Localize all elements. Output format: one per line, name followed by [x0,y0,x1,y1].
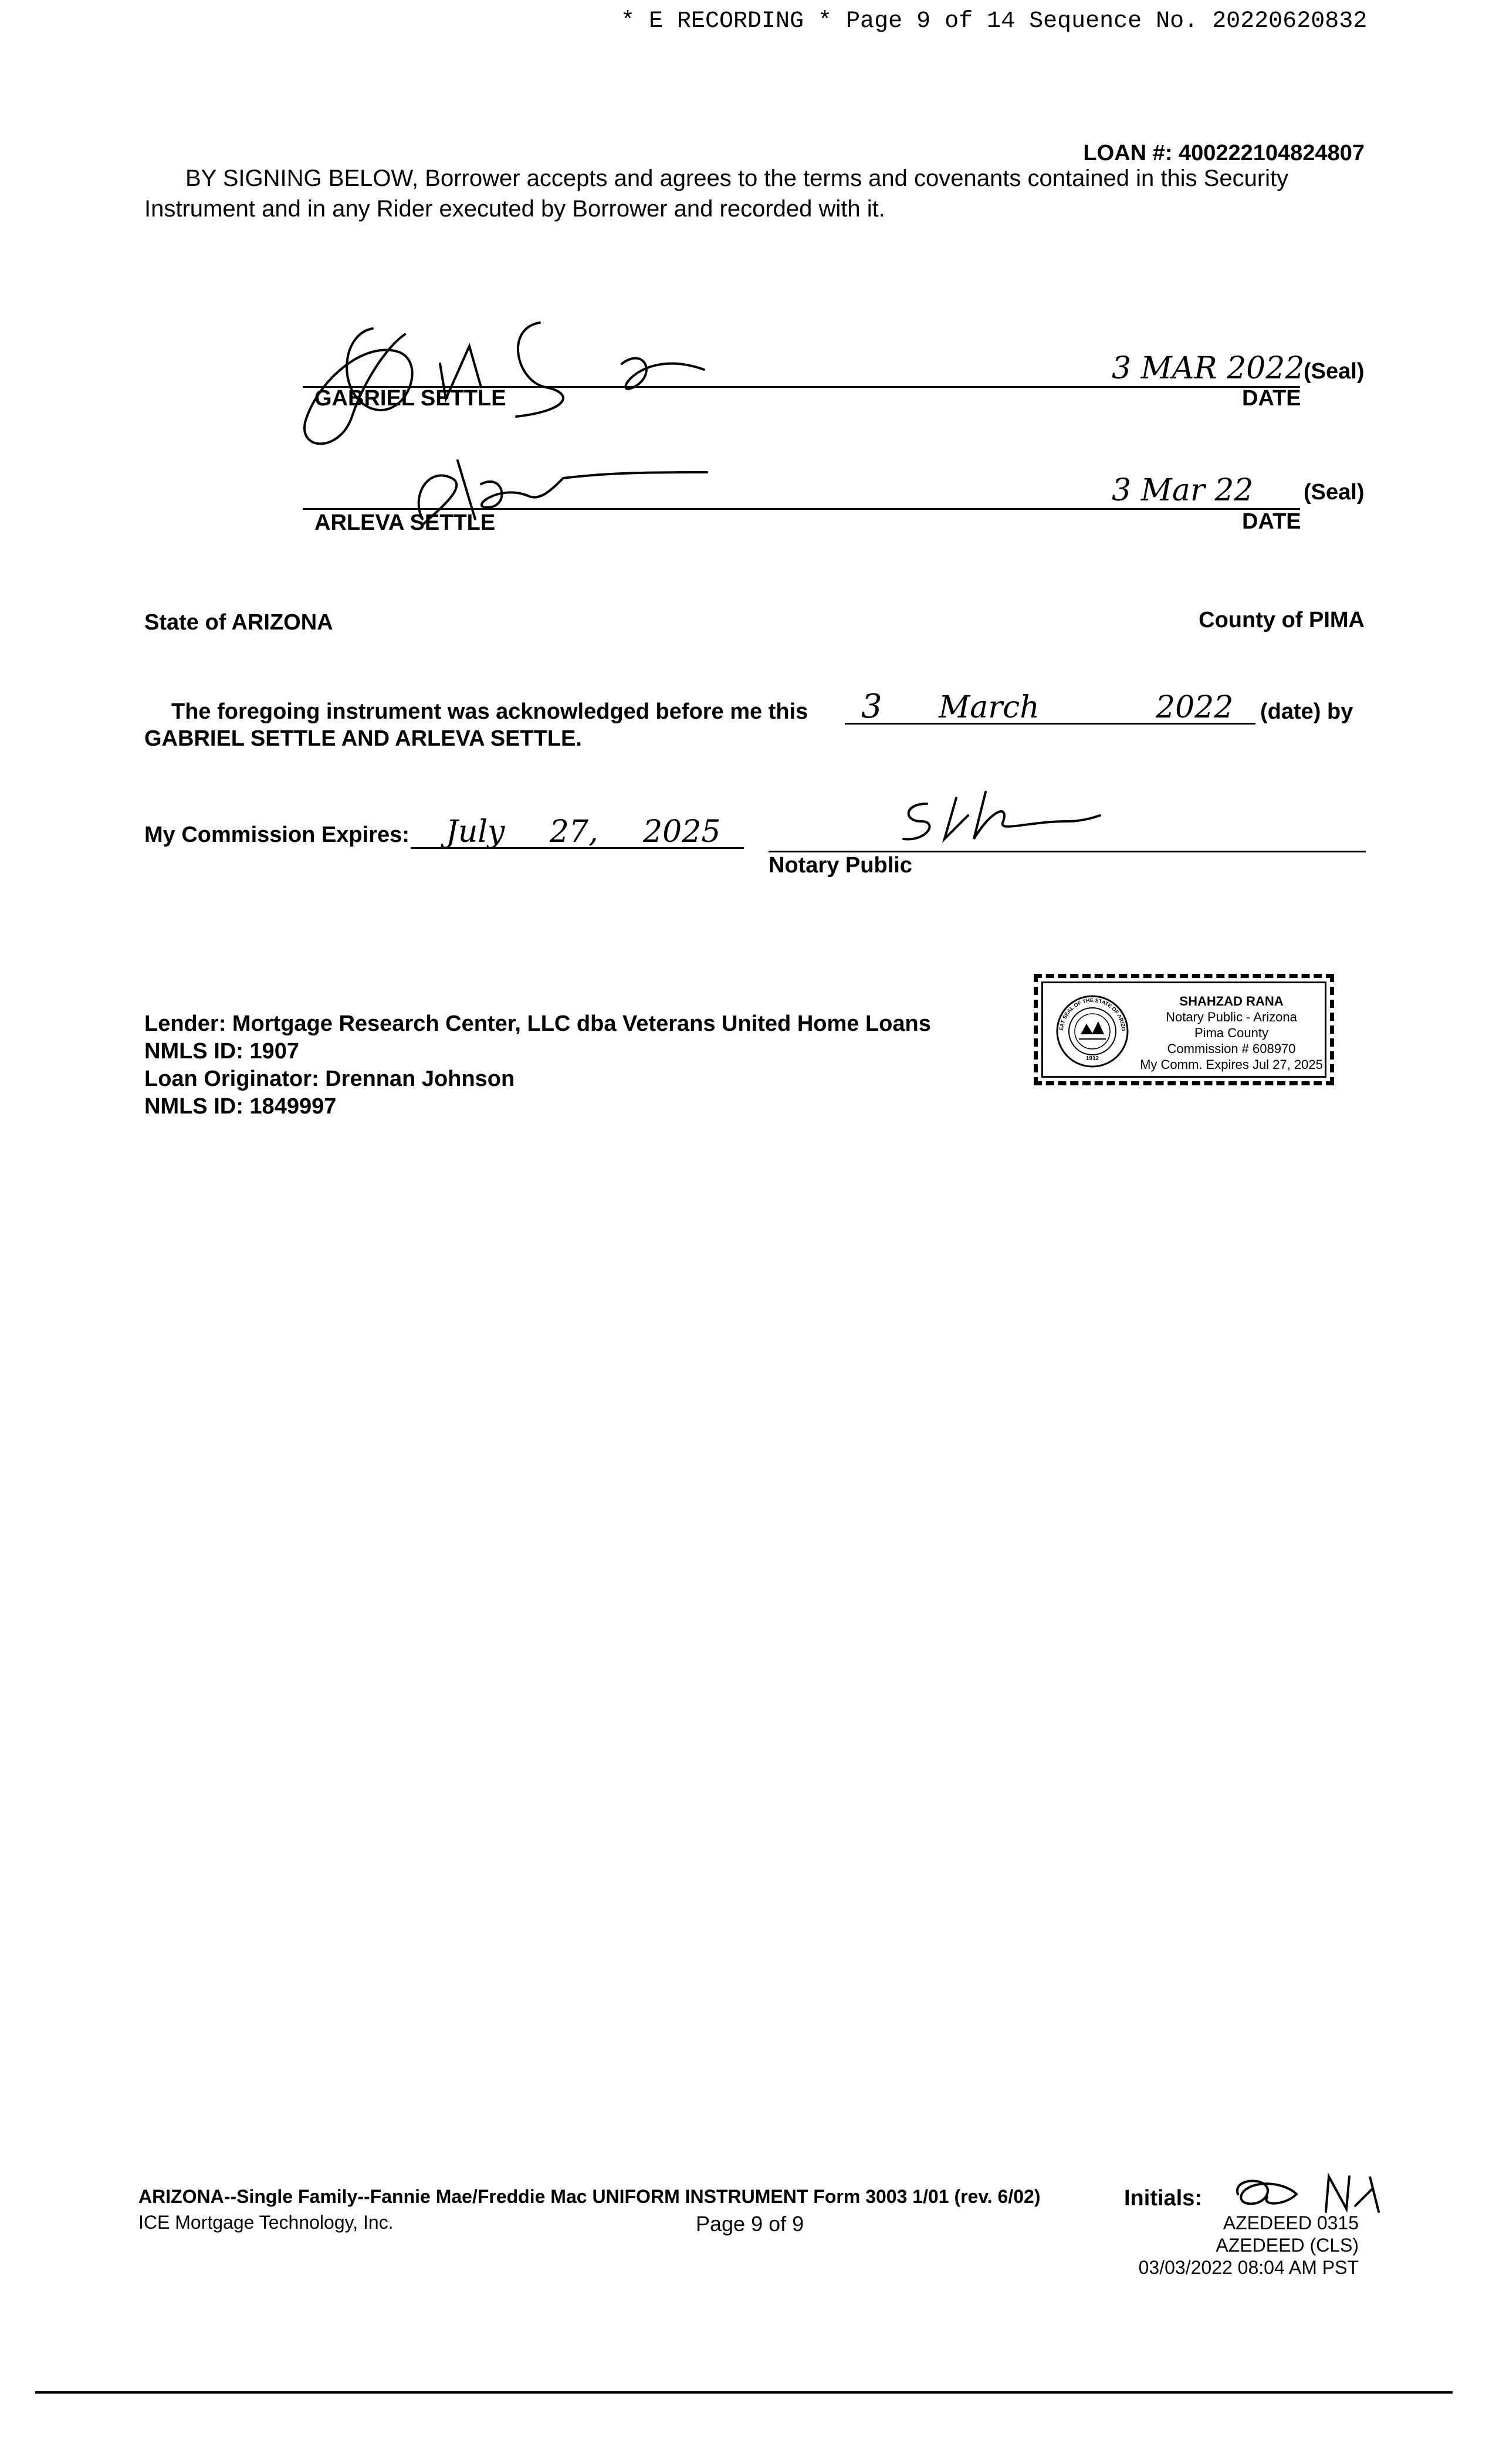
footer-timestamp: 03/03/2022 08:04 AM PST [1138,2257,1359,2278]
signer-name-2: ARLEVA SETTLE [314,510,496,535]
seal-year: 1912 [1085,1055,1099,1062]
intro-line-1: BY SIGNING BELOW, Borrower accepts and agrees to the terms and covenants contained in this Security [185,165,1289,191]
date-label-1: DATE [1242,386,1301,411]
footer-page-number: Page 9 of 9 [696,2212,804,2236]
footer-form-title: ARIZONA--Single Family--Fannie Mae/Freddie Mac UNIFORM INSTRUMENT Form 3003 1/01 (rev. 6/02) [138,2186,1041,2207]
recording-header: * E RECORDING * Page 9 of 14 Sequence No. 20220620832 [621,8,1368,35]
acknowledged-names: GABRIEL SETTLE AND ARLEVA SETTLE. [144,726,582,751]
date-label-2: DATE [1242,509,1301,534]
loan-originator: Loan Originator: Drennan Johnson [144,1067,515,1091]
stamp-expiration: My Comm. Expires Jul 27, 2025 [1140,1057,1323,1072]
lender-nmls: NMLS ID: 1907 [144,1039,299,1064]
arizona-seal-icon [1052,989,1131,1069]
seal-label-2: (Seal) [1304,480,1365,505]
acknowledgment-year: 2022 [1156,690,1234,725]
stamp-county: Pima County [1194,1025,1268,1040]
borrower-initials [1220,2165,1390,2218]
acknowledgment-suffix: (date) by [1260,699,1353,724]
intro-line-2: Instrument and in any Rider executed by Borrower and recorded with it. [144,196,885,222]
lender-name: Lender: Mortgage Research Center, LLC dba Veterans United Home Loans [144,1011,931,1036]
footer-codes [1139,2212,1359,2279]
county-label: County of PIMA [1199,608,1365,632]
state-label: State of ARIZONA [144,610,333,635]
originator-nmls: NMLS ID: 1849997 [144,1094,337,1119]
lender-info-block [144,1010,931,1121]
footer-company: ICE Mortgage Technology, Inc. [138,2212,394,2233]
initials-label: Initials: [1124,2186,1203,2211]
stamp-commission-number: Commission # 608970 [1167,1041,1296,1056]
signature-gabriel [293,311,739,446]
notary-signature-line [769,851,1366,852]
signature-date-2: 3 Mar 22 [1112,473,1254,508]
bottom-rule [35,2391,1453,2394]
signature-date-1: 3 MAR 2022 [1112,351,1305,386]
notary-public-label: Notary Public [769,853,912,878]
signer-name-1: GABRIEL SETTLE [314,386,506,411]
seal-ring-text: GREAT SEAL OF THE STATE OF ARIZONA [1052,989,1127,1031]
stamp-text-block [1132,993,1331,1072]
loan-number: LOAN #: 400222104824807 [1083,141,1365,165]
footer-code-2: AZEDEED (CLS) [1216,2235,1359,2256]
commission-expires-value: July 27, 2025 [446,814,721,849]
acknowledgment-text: The foregoing instrument was acknowledged before me this [171,699,808,724]
commission-label: My Commission Expires: [144,823,409,847]
seal-label-1: (Seal) [1304,359,1365,384]
stamp-notary-title: Notary Public - Arizona [1166,1010,1297,1024]
acknowledgment-month: March [939,690,1040,725]
stamp-notary-name: SHAHZAD RANA [1179,994,1284,1008]
footer-code-1: AZEDEED 0315 [1223,2212,1359,2233]
notary-stamp [1034,974,1334,1085]
notary-signature [892,786,1115,851]
acknowledgment-day: 3 [861,688,882,726]
